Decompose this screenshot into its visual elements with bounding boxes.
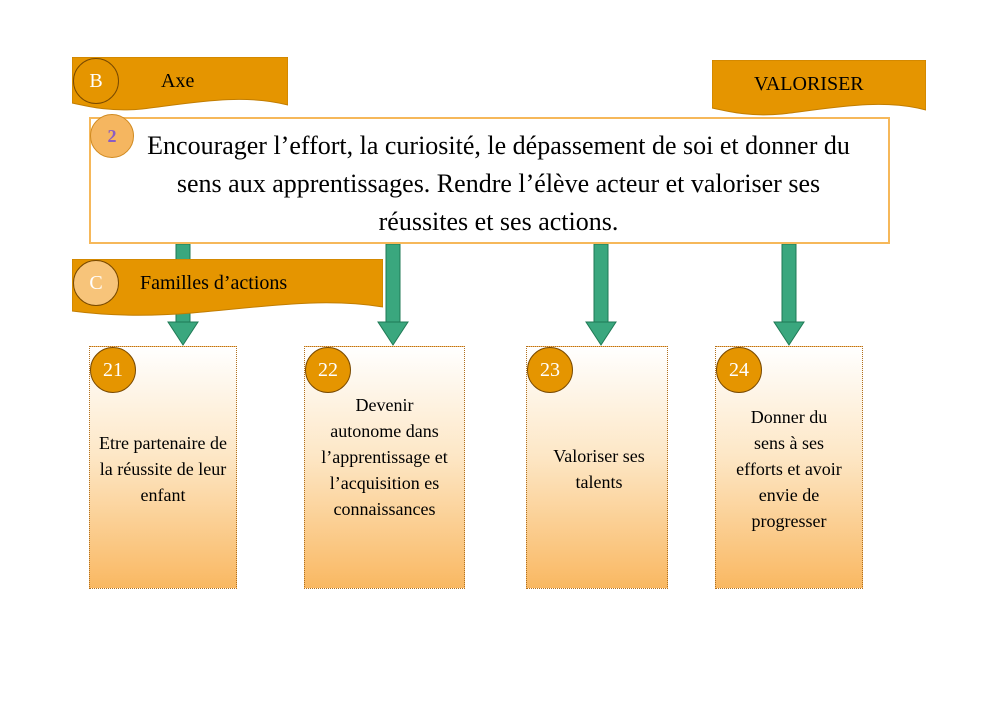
action-number-badge-23	[527, 347, 573, 393]
objective-text: Encourager l’effort, la curiosité, le dépassement de soi et donner du sens aux apprentissages. Rendre l’élève acteur et valoriser ses réussites et ses actions.	[147, 131, 850, 236]
action-number-badge-22	[305, 347, 351, 393]
action-number-24: 24	[729, 358, 749, 381]
arrow-to-24	[774, 244, 804, 345]
familles-letter: C	[89, 271, 103, 294]
axe-label: Axe	[161, 70, 195, 92]
action-text-23: Valoriser ses talents	[553, 446, 645, 492]
action-number-22: 22	[318, 358, 338, 381]
arrow-to-23	[586, 244, 616, 345]
action-number-21: 21	[103, 358, 123, 381]
action-number-badge-21	[90, 347, 136, 393]
objective-number-badge	[90, 114, 134, 158]
valoriser-label: VALORISER	[754, 73, 864, 95]
action-text-24: Donner du sens à ses efforts et avoir envie de progresser	[736, 407, 842, 531]
axe-letter: B	[89, 69, 103, 92]
familles-letter-badge	[73, 260, 119, 306]
objective-number: 2	[107, 125, 117, 146]
axe-letter-badge	[73, 58, 119, 104]
valoriser-banner	[712, 60, 926, 118]
action-text-21: Etre partenaire de la réussite de leur enfant	[99, 433, 227, 505]
action-number-badge-24	[716, 347, 762, 393]
action-number-23: 23	[540, 358, 560, 381]
objective-box	[89, 117, 890, 244]
action-text-22: Devenir autonome dans l’apprentissage et l’acquisition es connaissances	[321, 395, 448, 519]
familles-banner	[72, 259, 383, 319]
familles-label: Familles d’actions	[140, 272, 288, 294]
